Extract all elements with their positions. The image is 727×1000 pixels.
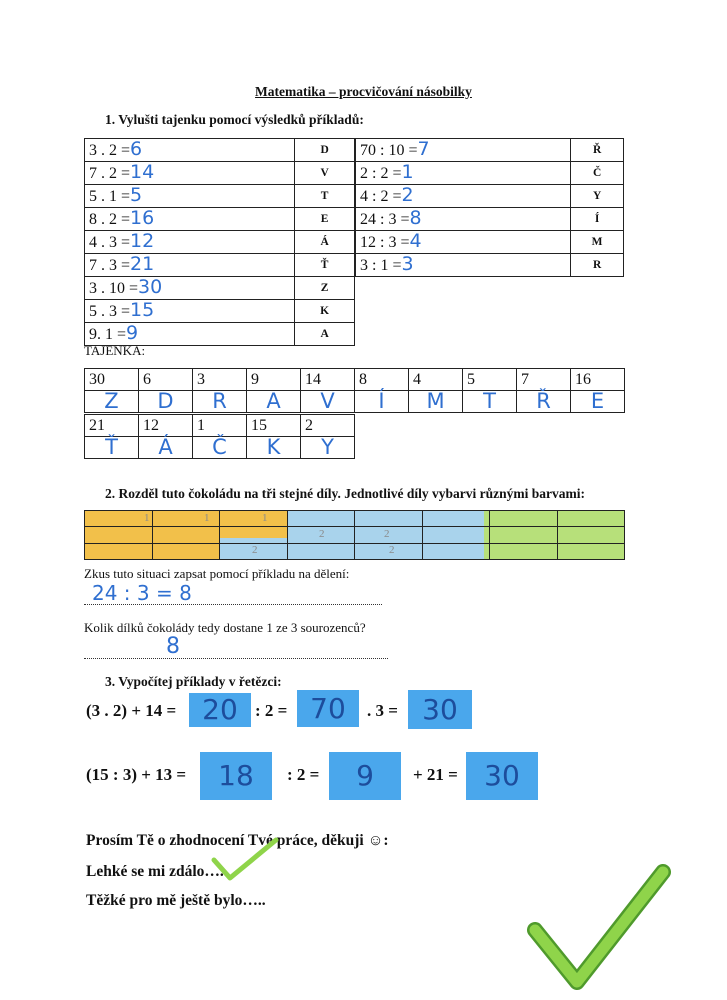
exercise-cell [356, 208, 571, 231]
chain1-box-1: 20 [189, 693, 251, 727]
chocolate-digit: 1 [204, 512, 210, 524]
exercise-answer: 6 [130, 138, 143, 160]
tajenka-letter: D [139, 391, 193, 413]
tajenka-letter: T [463, 391, 517, 413]
answer-line-2 [84, 657, 388, 659]
chocolate-digit: 1 [262, 512, 268, 524]
exercise-answer: 4 [409, 230, 422, 252]
exercise-cell [85, 231, 295, 254]
question-pieces: Kolik dílků čokolády tedy dostane 1 ze 3 sourozenců? [84, 620, 366, 635]
tajenka-letter: Č [193, 437, 247, 459]
exercise-cell [356, 139, 571, 162]
exercise-expression: 8 . 2 = [89, 211, 131, 228]
exercise-answer: 12 [130, 230, 155, 252]
chocolate-digit: 2 [389, 544, 395, 556]
answer-division: 24 : 3 = 8 [92, 581, 192, 605]
exercise-answer: 3 [401, 253, 414, 275]
exercise-letter: Ř [571, 139, 624, 162]
chain2-op3: + 21 = [413, 765, 458, 784]
exercise-answer: 5 [130, 184, 143, 206]
exercise-expression: 24 : 3 = [360, 211, 410, 228]
chain2-box-1: 18 [200, 752, 272, 800]
chain1-start: (3 . 2) + 14 = [86, 701, 177, 720]
exercise-row [356, 208, 624, 231]
exercise-expression: 3 . 10 = [89, 280, 139, 297]
tajenka-label: TAJENKA: [84, 343, 146, 358]
tajenka-row2-table [84, 414, 355, 459]
chain1-op2: : 2 = [255, 701, 288, 720]
exercise-cell [356, 185, 571, 208]
exercise-expression: 3 : 1 = [360, 257, 402, 274]
tajenka-letter: R [193, 391, 247, 413]
exercise-answer: 16 [130, 207, 155, 229]
exercise-expression: 5 . 3 = [89, 303, 131, 320]
tajenka-letter: K [247, 437, 301, 459]
tajenka-letter: Z [85, 391, 139, 413]
exercise-cell [356, 231, 571, 254]
exercise-expression: 4 . 3 = [89, 234, 131, 251]
task1-heading: 1. Vylušti tajenku pomocí výsledků příkladů: [105, 112, 364, 127]
exercise-answer: 2 [401, 184, 414, 206]
task3-heading: 3. Vypočítej příklady v řetězci: [105, 674, 282, 689]
tajenka-letter: Ř [517, 391, 571, 413]
exercise-letter: K [295, 300, 355, 323]
exercise-letter: Z [295, 277, 355, 300]
task2-heading: 2. Rozděl tuto čokoládu na tři stejné díly. Jednotlivé díly vybarvi různými barvami: [105, 486, 586, 501]
exercise-row [356, 254, 624, 277]
exercise-expression: 9. 1 = [89, 326, 127, 343]
exercise-cell [85, 300, 295, 323]
tajenka-letter: Í [355, 391, 409, 413]
exercise-expression: 4 : 2 = [360, 188, 402, 205]
exercise-letter: T [295, 185, 355, 208]
chocolate-grid [84, 510, 625, 560]
exercise-cell [85, 139, 295, 162]
tajenka-number: 8 [355, 369, 409, 391]
chain1-box-2: 70 [297, 690, 359, 727]
exercise-expression: 70 : 10 = [360, 142, 418, 159]
exercise-row [85, 277, 355, 300]
tajenka-letter: Ť [85, 437, 139, 459]
tajenka-number: 9 [247, 369, 301, 391]
exercise-cell [356, 162, 571, 185]
exercise-answer: 9 [126, 322, 139, 344]
large-checkmark-icon [525, 860, 675, 992]
exercise-row [356, 185, 624, 208]
exercise-answer: 30 [138, 276, 163, 298]
exercise-row [85, 139, 355, 162]
tajenka-letter: Y [301, 437, 355, 459]
exercise-cell [85, 185, 295, 208]
answer-pieces: 8 [166, 634, 180, 659]
exercise-cell [85, 208, 295, 231]
tajenka-letter: E [571, 391, 625, 413]
chocolate-digit: 2 [319, 528, 325, 540]
exercise-expression: 12 : 3 = [360, 234, 410, 251]
exercise-row [356, 162, 624, 185]
chocolate-bar [84, 510, 625, 560]
tajenka-row1-table [84, 368, 625, 413]
tajenka-number: 15 [247, 415, 301, 437]
left-exercise-table [84, 138, 355, 346]
exercise-letter: Y [571, 185, 624, 208]
exercise-cell [85, 254, 295, 277]
tajenka-number: 1 [193, 415, 247, 437]
exercise-letter: E [295, 208, 355, 231]
tajenka-number: 16 [571, 369, 625, 391]
exercise-answer: 7 [417, 138, 430, 160]
tajenka-number: 4 [409, 369, 463, 391]
exercise-cell [85, 162, 295, 185]
page-title: Matematika – procvičování násobilky [255, 84, 472, 99]
tajenka-number: 3 [193, 369, 247, 391]
chain2-box-3: 30 [466, 752, 538, 800]
chain2-start: (15 : 3) + 13 = [86, 765, 187, 784]
chain1-box-3: 30 [408, 690, 472, 729]
exercise-letter: R [571, 254, 624, 277]
chain2-op2: : 2 = [287, 765, 320, 784]
tajenka-letter: V [301, 391, 355, 413]
exercise-row [85, 208, 355, 231]
tajenka-number: 6 [139, 369, 193, 391]
exercise-row [85, 162, 355, 185]
chocolate-digit: 2 [252, 544, 258, 556]
feedback-hard: Těžké pro mě ještě bylo….. [86, 892, 266, 909]
exercise-letter: D [295, 139, 355, 162]
right-exercise-table [355, 138, 624, 277]
tajenka-letter: A [247, 391, 301, 413]
exercise-row [85, 254, 355, 277]
feedback-easy: Lehké se mi zdálo….. [86, 863, 228, 880]
tajenka-number: 12 [139, 415, 193, 437]
exercise-letter: Á [295, 231, 355, 254]
exercise-answer: 14 [130, 161, 155, 183]
tajenka-letter: Á [139, 437, 193, 459]
feedback-prompt: Prosím Tě o zhodnocení Tvé práce, děkuji ☺: [86, 832, 389, 849]
tajenka-number: 14 [301, 369, 355, 391]
tajenka-number: 7 [517, 369, 571, 391]
exercise-letter: V [295, 162, 355, 185]
exercise-expression: 2 : 2 = [360, 165, 402, 182]
tajenka-number: 2 [301, 415, 355, 437]
exercise-row [85, 231, 355, 254]
tajenka-letter: M [409, 391, 463, 413]
exercise-letter: Č [571, 162, 624, 185]
small-checkmark-icon [210, 836, 280, 882]
exercise-letter: M [571, 231, 624, 254]
exercise-expression: 7 . 3 = [89, 257, 131, 274]
chocolate-digit: 1 [144, 512, 150, 524]
question-division: Zkus tuto situaci zapsat pomocí příkladu na dělení: [84, 566, 350, 581]
chocolate-digit: 2 [384, 528, 390, 540]
exercise-cell [356, 254, 571, 277]
exercise-answer: 1 [401, 161, 414, 183]
exercise-answer: 15 [130, 299, 155, 321]
exercise-expression: 7 . 2 = [89, 165, 131, 182]
chain2-box-2: 9 [329, 752, 401, 800]
exercise-expression: 3 . 2 = [89, 142, 131, 159]
exercise-answer: 21 [130, 253, 155, 275]
tajenka-number: 21 [85, 415, 139, 437]
exercise-letter: A [295, 323, 355, 346]
tajenka-number: 30 [85, 369, 139, 391]
tajenka-number: 5 [463, 369, 517, 391]
exercise-letter: Í [571, 208, 624, 231]
exercise-letter: Ť [295, 254, 355, 277]
exercise-expression: 5 . 1 = [89, 188, 131, 205]
exercise-row [356, 139, 624, 162]
chain1-op3: . 3 = [367, 701, 398, 720]
exercise-row [356, 231, 624, 254]
exercise-row [85, 185, 355, 208]
exercise-cell [85, 277, 295, 300]
exercise-answer: 8 [409, 207, 422, 229]
exercise-row [85, 300, 355, 323]
